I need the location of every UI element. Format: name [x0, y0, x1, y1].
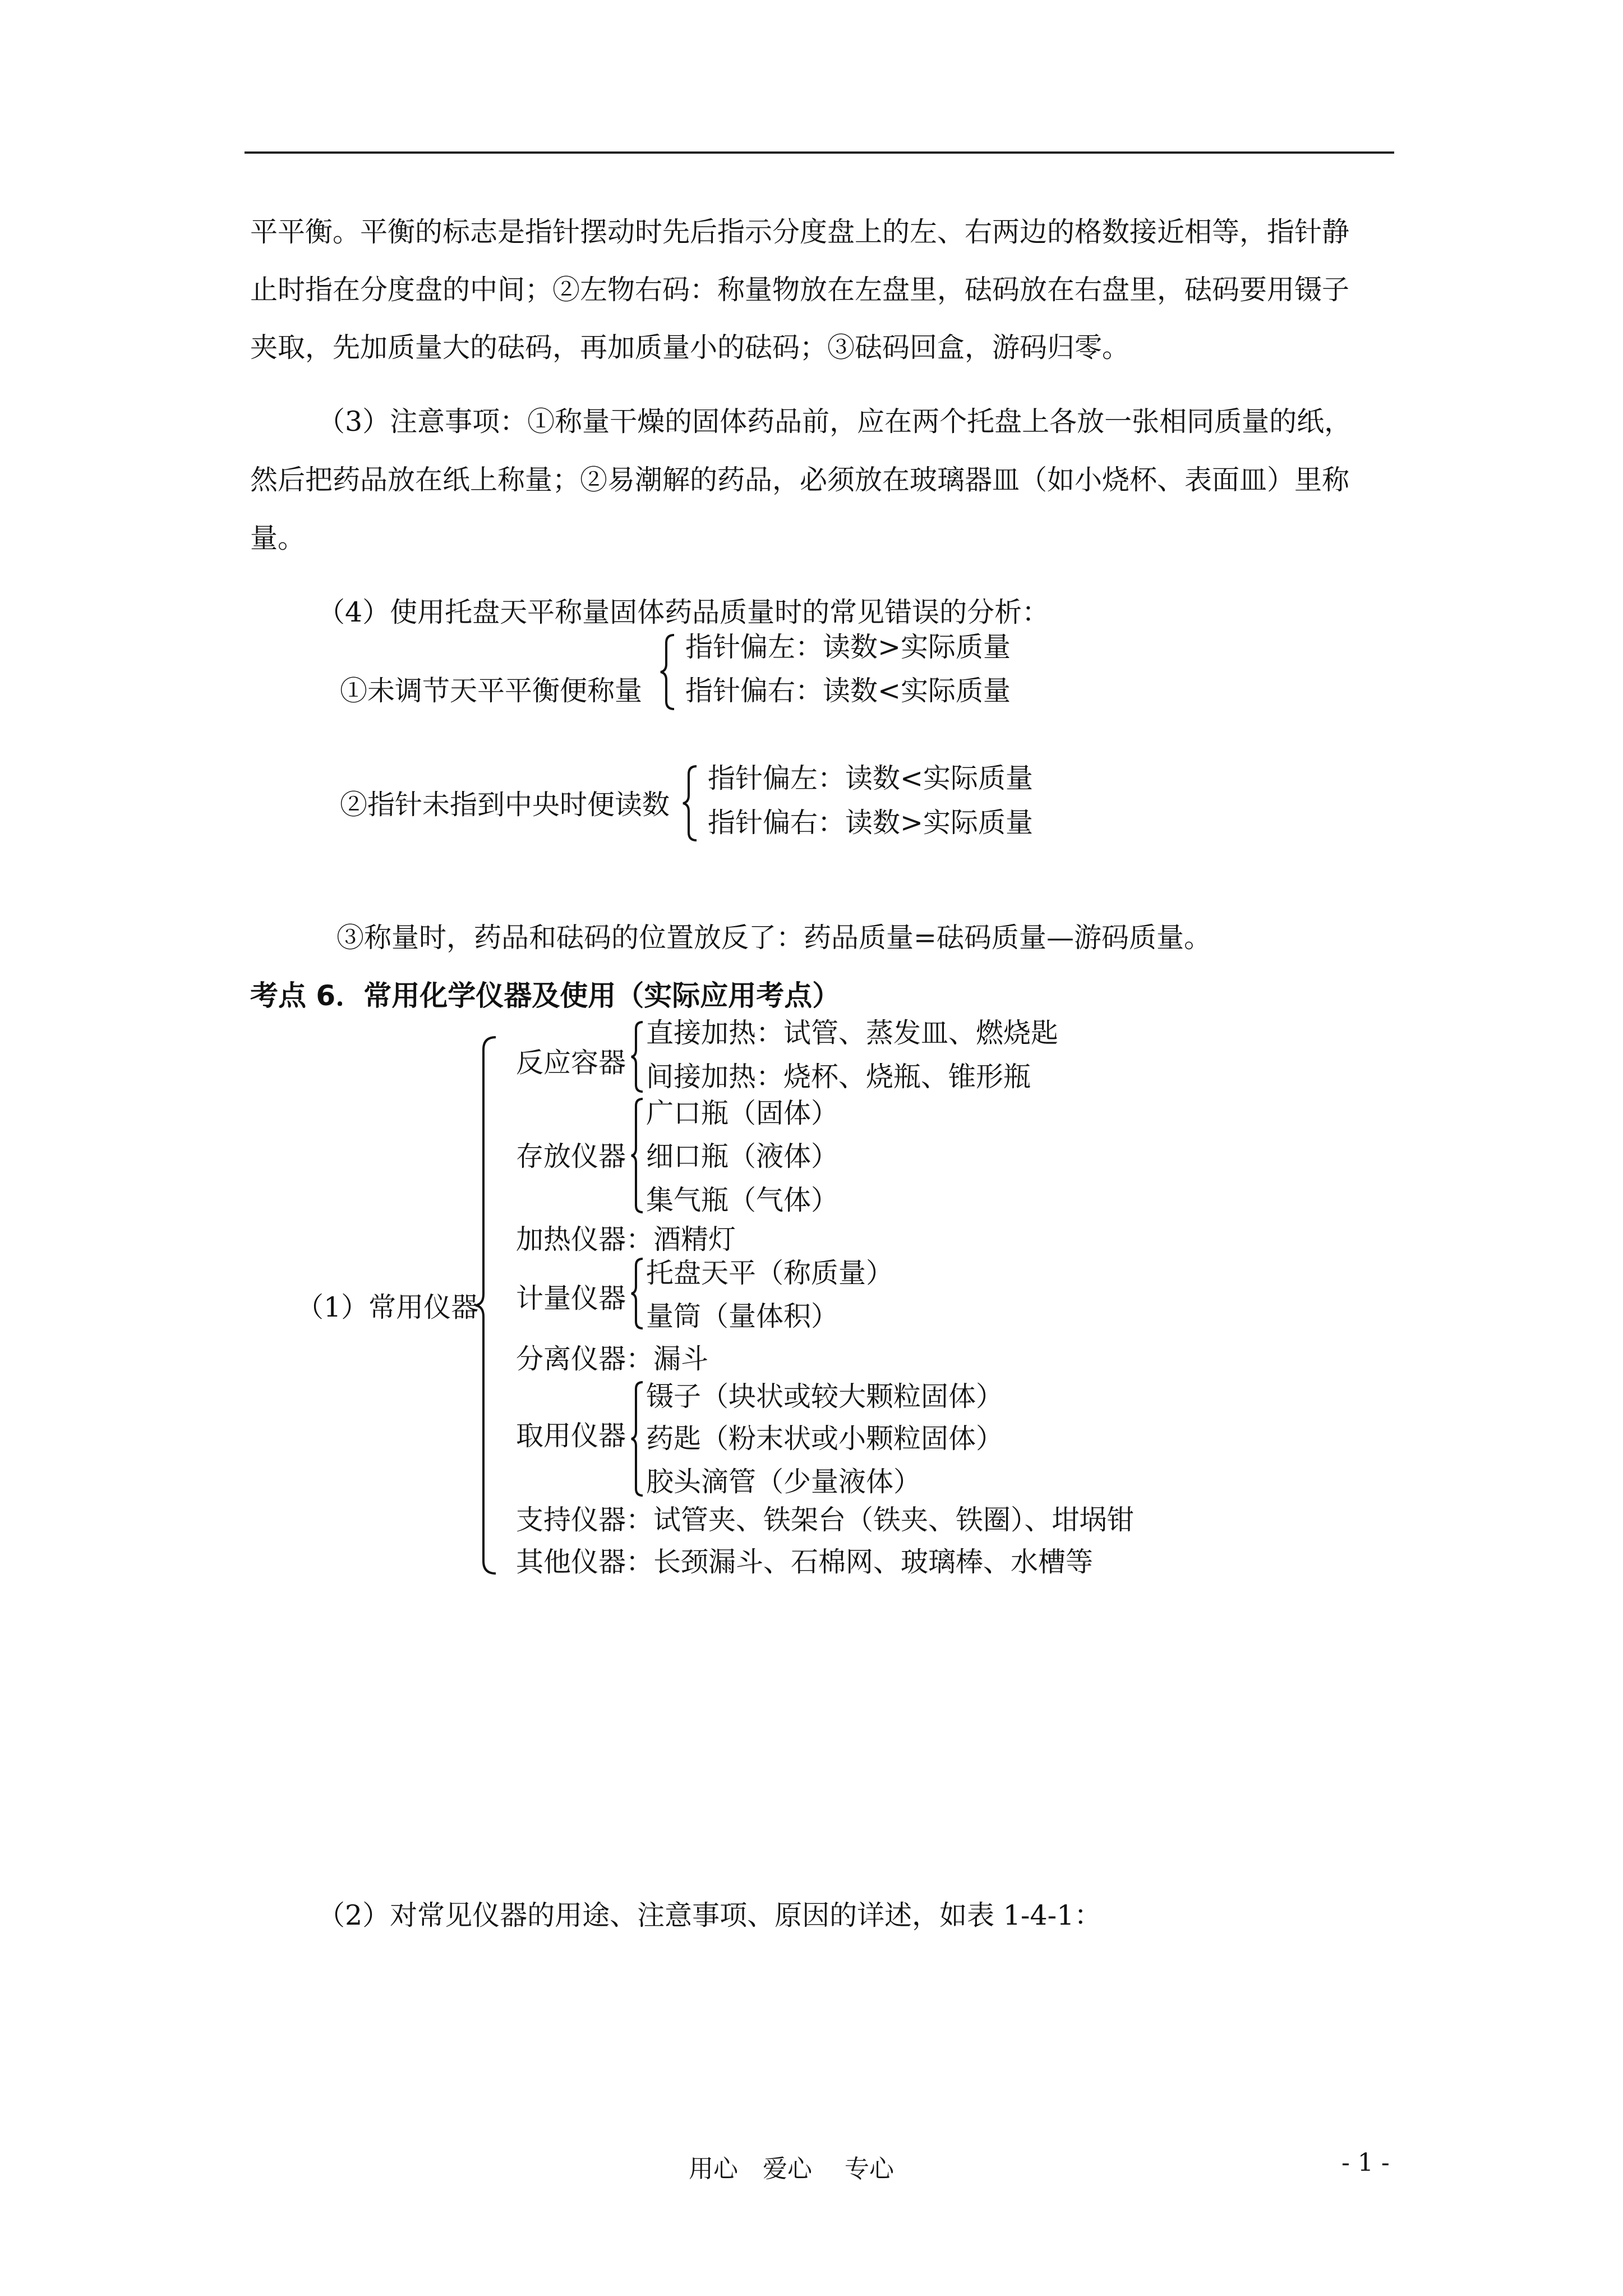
brace	[630, 1257, 645, 1331]
error1-a: 指针偏左：读数>实际质量	[685, 631, 1011, 663]
para2-line2: 然后把药品放在纸上称量；②易潮解的药品，必须放在玻璃器皿（如小烧杯、表面皿）里称	[250, 464, 1350, 496]
page-number: - 1 -	[1341, 2148, 1390, 2177]
para1-line1: 平平衡。平衡的标志是指针摆动时先后指示分度盘上的左、右两边的格数接近相等，指针静	[250, 216, 1350, 248]
para1-line2: 止时指在分度盘的中间；②左物右码：称量物放在左盘里，砝码放在右盘里，砝码要用镊子	[250, 274, 1350, 306]
error2-a: 指针偏左：读数<实际质量	[708, 762, 1034, 794]
reaction-a: 直接加热：试管、蒸发皿、燃烧匙	[646, 1017, 1059, 1049]
brace	[630, 1097, 645, 1214]
tree-root: （1）常用仪器	[296, 1291, 479, 1323]
other: 其他仪器：长颈漏斗、石棉网、玻璃棒、水槽等	[516, 1546, 1094, 1578]
brace	[630, 1380, 645, 1498]
measure-a: 托盘天平（称质量）	[646, 1257, 894, 1289]
storage-a: 广口瓶（固体）	[646, 1097, 839, 1129]
support: 支持仪器：试管夹、铁架台（铁夹、铁圈）、坩埚钳	[516, 1504, 1135, 1536]
para3: （4）使用托盘天平称量固体药品质量时的常见错误的分析：	[317, 596, 1050, 628]
error1-b: 指针偏右：读数<实际质量	[685, 675, 1011, 707]
para2-line1: （3）注意事项：①称量干燥的固体药品前，应在两个托盘上各放一张相同质量的纸，	[317, 406, 1352, 438]
take-label: 取用仪器	[516, 1420, 626, 1452]
header-rule	[245, 151, 1394, 154]
section-heading: 考点 6．常用化学仪器及使用（实际应用考点）	[250, 979, 841, 1012]
footer-text: 用心 爱心 专心	[689, 2155, 894, 2183]
measure-b: 量筒（量体积）	[646, 1300, 839, 1332]
error3: ③称量时，药品和砝码的位置放反了：药品质量=砝码质量—游码质量。	[336, 922, 1212, 954]
brace	[660, 633, 676, 711]
take-b: 药匙（粉末状或小颗粒固体）	[646, 1423, 1004, 1455]
reaction-label: 反应容器	[516, 1047, 626, 1079]
brace	[474, 1035, 498, 1576]
storage-c: 集气瓶（气体）	[646, 1184, 839, 1216]
para4: （2）对常见仪器的用途、注意事项、原因的详述，如表 1-4-1：	[317, 1899, 1102, 1931]
error2-b: 指针偏右：读数>实际质量	[708, 807, 1034, 839]
para2-line3: 量。	[250, 522, 306, 554]
separate: 分离仪器：漏斗	[516, 1343, 709, 1375]
reaction-b: 间接加热：烧杯、烧瓶、锥形瓶	[646, 1061, 1031, 1093]
take-a: 镊子（块状或较大颗粒固体）	[646, 1381, 1004, 1412]
error2-label: ②指针未指到中央时便读数	[340, 789, 670, 821]
error1-label: ①未调节天平平衡便称量	[340, 675, 643, 707]
brace	[682, 764, 699, 843]
storage-b: 细口瓶（液体）	[646, 1140, 839, 1172]
para1-line3: 夹取，先加质量大的砝码，再加质量小的砝码；③砝码回盒，游码归零。	[250, 332, 1130, 364]
take-c: 胶头滴管（少量液体）	[646, 1466, 921, 1498]
brace	[630, 1020, 645, 1094]
heating: 加热仪器：酒精灯	[516, 1223, 736, 1255]
storage-label: 存放仪器	[516, 1140, 626, 1172]
measure-label: 计量仪器	[516, 1282, 626, 1314]
